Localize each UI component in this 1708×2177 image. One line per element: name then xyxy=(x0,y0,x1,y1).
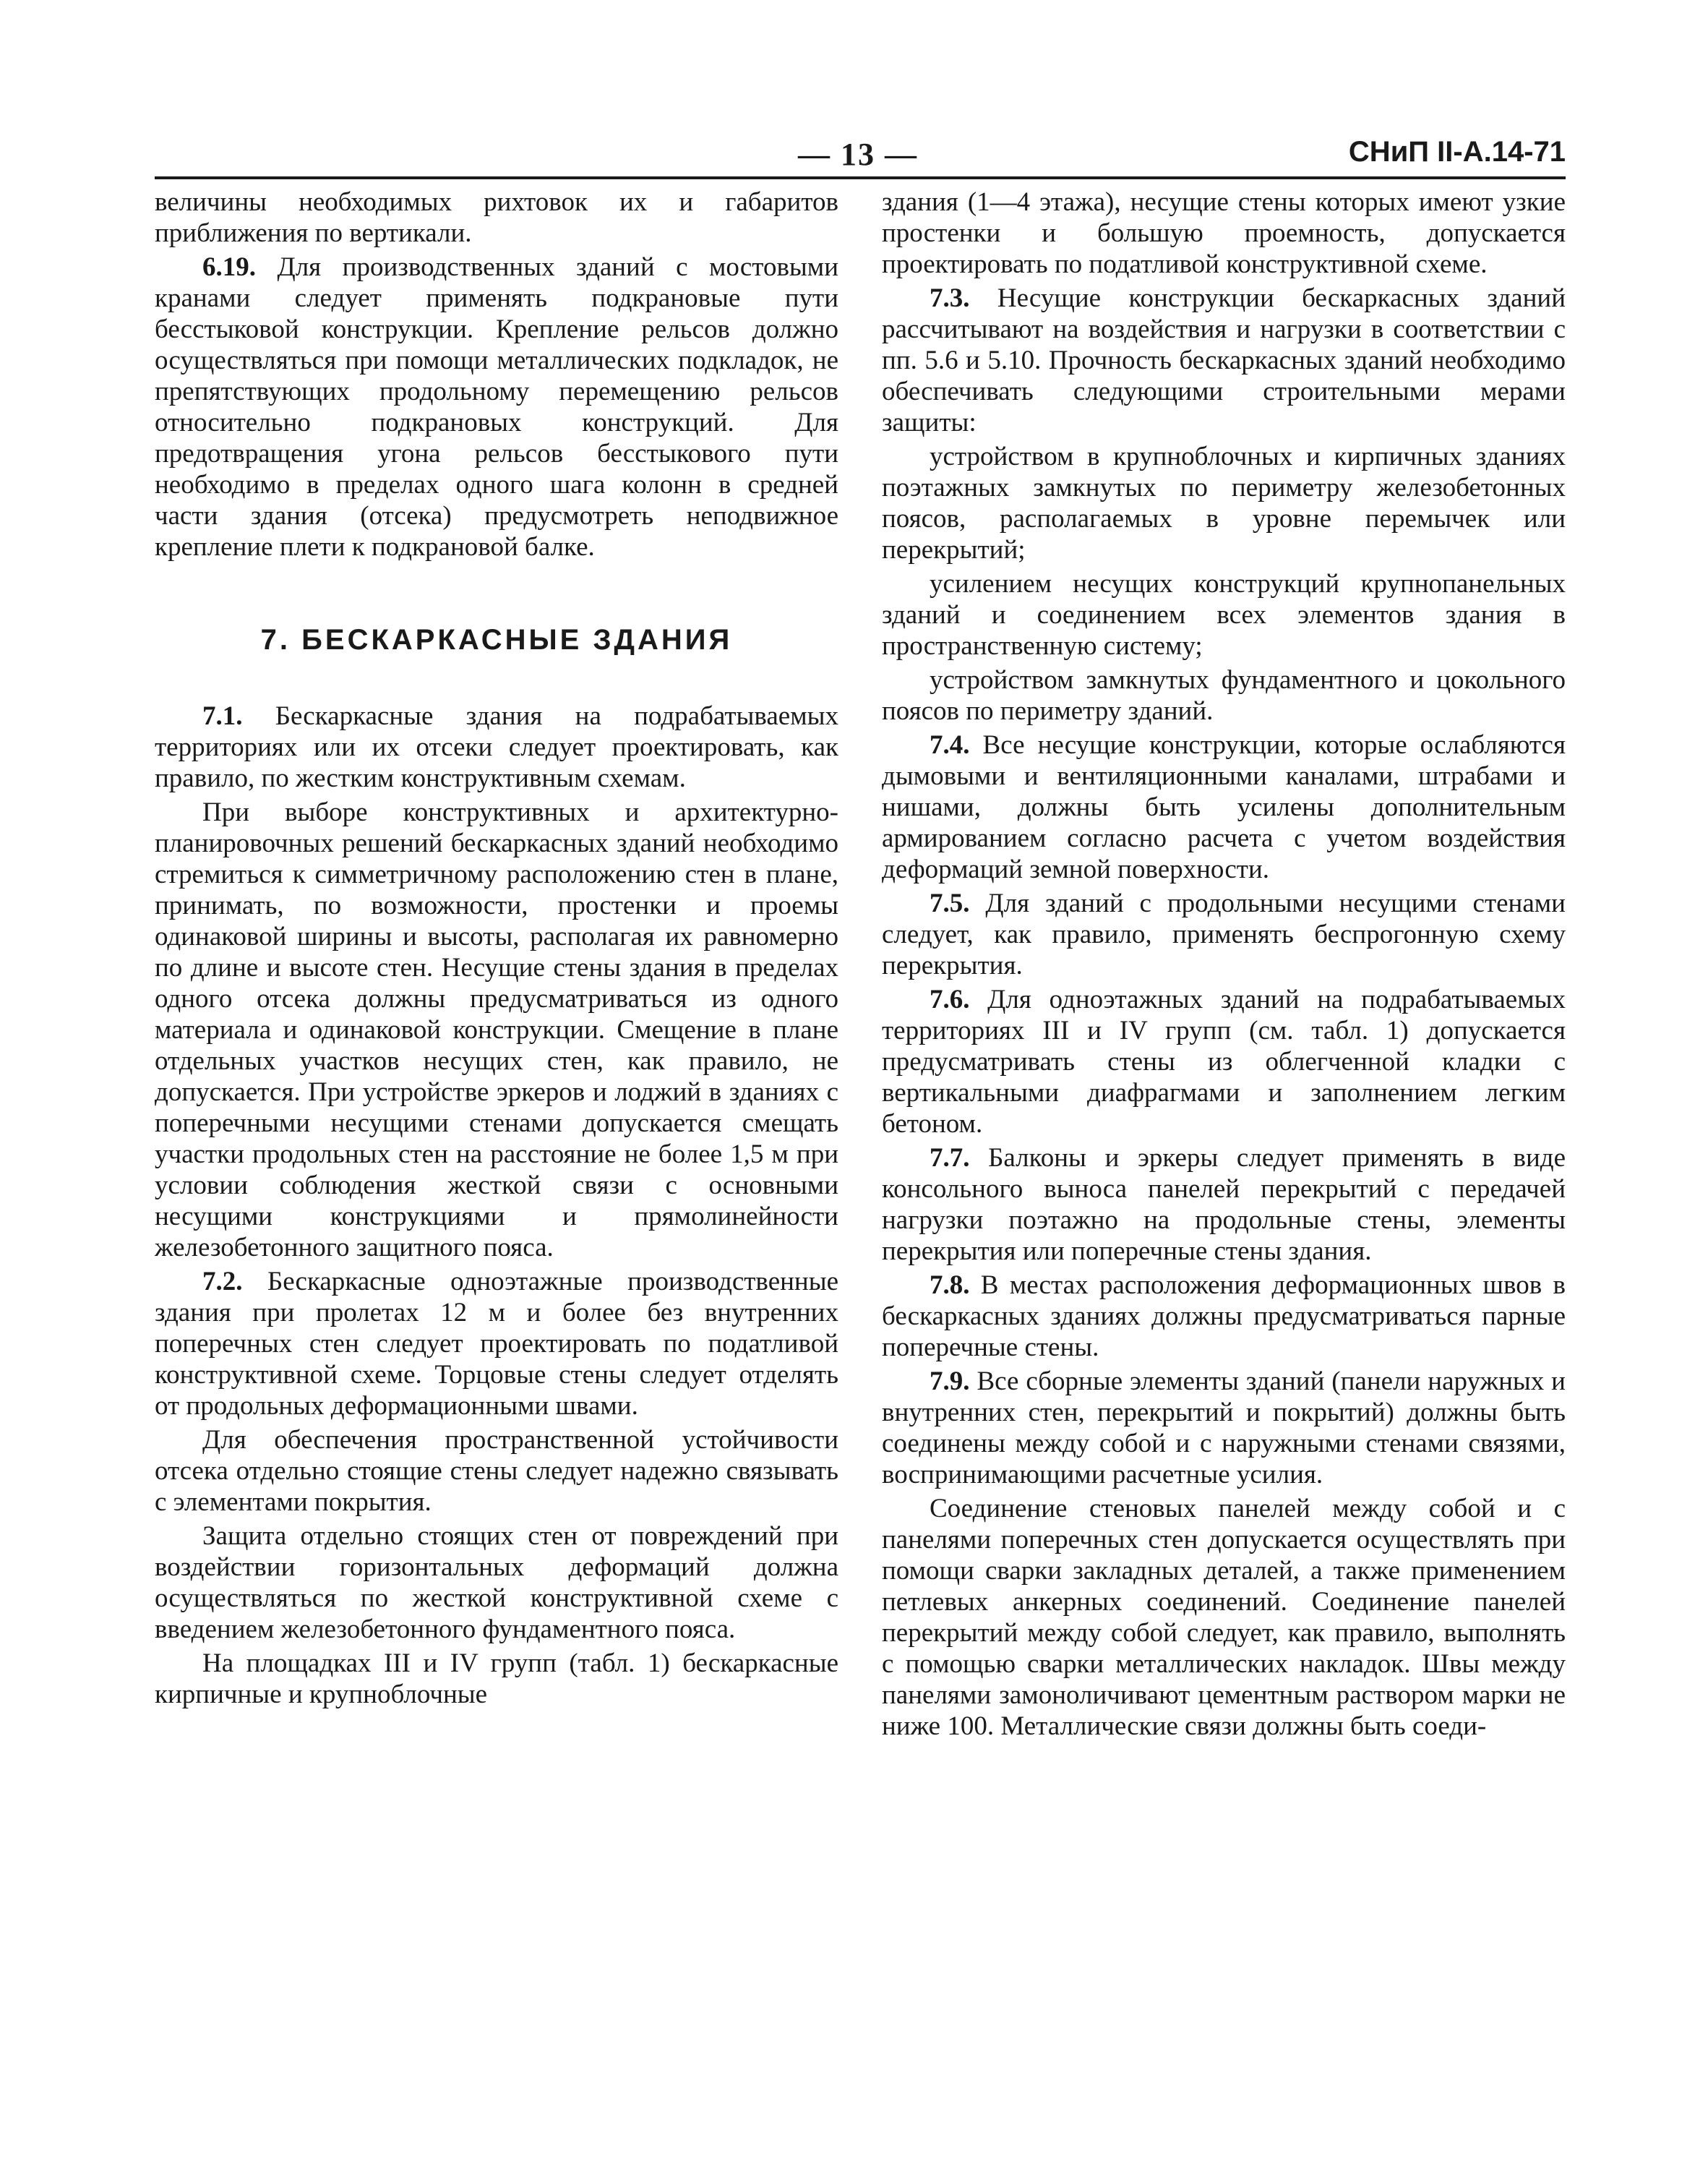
clause-number: 7.5. xyxy=(930,889,970,918)
paragraph-7-2 xyxy=(155,1266,838,1421)
right-column xyxy=(882,187,1566,1745)
paragraph: На площадках III и IV групп (табл. 1) бескаркасные кирпичные и крупноблочные xyxy=(155,1648,838,1709)
clause-number: 7.9. xyxy=(930,1366,970,1396)
paragraph-text: Все несущие конструкции, которые ослабляются дымовыми и вентиляционными каналами, штрабами и нишами, должны быть усилены дополнительным армированием согласно расчета с учетом воздействия деформаций земной поверхности. xyxy=(882,730,1566,884)
page-header xyxy=(155,136,1566,174)
clause-number: 7.8. xyxy=(930,1270,970,1300)
paragraph-7-1 xyxy=(155,701,838,794)
section-title: 7. БЕСКАРКАСНЫЕ ЗДАНИЯ xyxy=(260,624,733,656)
clause-number: 6.19. xyxy=(202,252,256,282)
clause-number: 7.1. xyxy=(202,701,243,731)
left-column xyxy=(155,187,838,1745)
document-code: СНиП II-А.14-71 xyxy=(1348,136,1566,168)
paragraph-text: Бескаркасные одноэтажные производственные здания при пролетах 12 м и более без внутренних поперечных стен следует проектировать по податливой конструктивной схеме. Торцовые стены следует отделять от продольных деформационными швами. xyxy=(155,1267,838,1421)
document-page xyxy=(155,136,1566,2052)
clause-number: 7.6. xyxy=(930,985,970,1014)
text-columns xyxy=(155,187,1566,1745)
paragraph-text: В местах расположения деформационных швов в бескаркасных зданиях должны предусматриваться парные поперечные стены. xyxy=(882,1270,1566,1362)
paragraph-7-3 xyxy=(882,283,1566,438)
header-rule xyxy=(155,176,1566,179)
paragraph: здания (1—4 этажа), несущие стены которых имеют узкие простенки и большую проемность, допускается проектировать по податливой конструктивной схеме. xyxy=(882,187,1566,279)
list-item: усилением несущих конструкций крупнопанельных зданий и соединением всех элементов здания в пространственную систему; xyxy=(882,569,1566,661)
paragraph-text: Балконы и эркеры следует применять в виде консольного выноса панелей перекрытий с передачей нагрузки поэтажно на продольные стены, элементы перекрытия или поперечные стены здания. xyxy=(882,1143,1566,1266)
paragraph: Соединение стеновых панелей между собой и с панелями поперечных стен допускается осуществлять при помощи сварки закладных деталей, а также применением петлевых анкерных соединений. Соединение панелей перекрытий между собой следует, как правило, выполнять с помощью сварки металлических накладок. Швы между панелями замоноличивают цементным раствором марки не ниже 100. Металлические связи должны быть соеди- xyxy=(882,1494,1566,1741)
paragraph-text: Все сборные элементы зданий (панели наружных и внутренних стен, перекрытий и покрытий) должны быть соединены между собой и с наружными стенами связями, воспринимающими расчетные усилия. xyxy=(882,1366,1566,1489)
list-item: устройством замкнутых фундаментного и цокольного поясов по периметру зданий. xyxy=(882,665,1566,726)
paragraph-text: Бескаркасные здания на подрабатываемых территориях или их отсеки следует проектировать, как правило, по жестким конструктивным схемам. xyxy=(155,701,838,793)
paragraph-7-4 xyxy=(882,730,1566,885)
paragraph-7-8 xyxy=(882,1270,1566,1363)
paragraph: При выборе конструктивных и архитектурно-планировочных решений бескаркасных зданий необходимо стремиться к симметричному расположению стен в плане, принимать, по возможности, простенки и проемы одинаковой ширины и высоты, располагая их равномерно по длине и высоте стен. Несущие стены здания в пределах одного отсека должны предусматриваться из одного материала и одинаковой конструкции. Смещение в плане отдельных участков несущих стен, как правило, не допускается. При устройстве эркеров и лоджий в зданиях с поперечными несущими стенами допускается смещать участки продольных стен на расстояние не более 1,5 м при условии соблюдения жесткой связи с основными несущими конструкциями и прямолинейности железобетонного защитного пояса. xyxy=(155,797,838,1262)
paragraph-text: Несущие конструкции бескаркасных зданий рассчитывают на воздействия и нагрузки в соответствии с пп. 5.6 и 5.10. Прочность бескаркасных зданий необходимо обеспечивать следующими строительными мерами защиты: xyxy=(882,283,1566,437)
paragraph-text: Для производственных зданий с мостовыми кранами следует применять подкрановые пути бесстыковой конструкции. Крепление рельсов должно осуществляться при помощи металлических подкладок, не препятствующих продольному перемещению рельсов относительно подкрановых конструкций. Для предотвращения угона рельсов бесстыкового пути необходимо в пределах одного шага колонн в средней части здания (отсека) предусмотреть неподвижное крепление плети к подкрановой балке. xyxy=(155,252,838,562)
clause-number: 7.3. xyxy=(930,283,970,313)
page-number: — 13 — xyxy=(798,137,918,172)
clause-number: 7.4. xyxy=(930,730,970,760)
paragraph-7-9 xyxy=(882,1366,1566,1490)
clause-number: 7.2. xyxy=(202,1267,243,1296)
paragraph: Для обеспечения пространственной устойчивости отсека отдельно стоящие стены следует надежно связывать с элементами покрытия. xyxy=(155,1425,838,1517)
paragraph-7-7 xyxy=(882,1142,1566,1267)
paragraph-6-19 xyxy=(155,252,838,563)
paragraph-text: Для одноэтажных зданий на подрабатываемых территориях III и IV групп (см. табл. 1) допускается предусматривать стены из облегченной кладки с вертикальными диафрагмами и заполнением легким бетоном. xyxy=(882,985,1566,1139)
paragraph: величины необходимых рихтовок их и габаритов приближения по вертикали. xyxy=(155,187,838,248)
paragraph: Защита отдельно стоящих стен от повреждений при воздействии горизонтальных деформаций должна осуществляться по жесткой конструктивной схеме с введением железобетонного фундаментного пояса. xyxy=(155,1521,838,1644)
paragraph-7-6 xyxy=(882,984,1566,1139)
list-item: устройством в крупноблочных и кирпичных зданиях поэтажных замкнутых по периметру железобетонных поясов, располагаемых в уровне перемычек или перекрытий; xyxy=(882,442,1566,565)
clause-number: 7.7. xyxy=(930,1143,970,1173)
paragraph-text: Для зданий с продольными несущими стенами следует, как правило, применять беспрогонную схему перекрытия. xyxy=(882,889,1566,980)
paragraph-7-5 xyxy=(882,888,1566,981)
